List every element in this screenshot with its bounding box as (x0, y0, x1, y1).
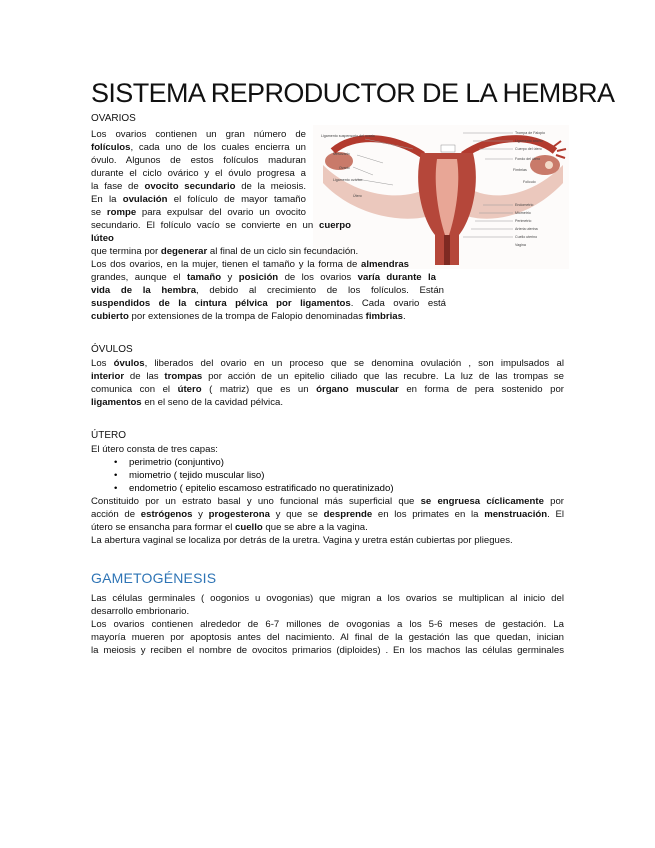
text-run: En la (91, 194, 123, 205)
text-run: para expulsar del ovario un ovocito (136, 207, 306, 218)
text-run: que se abre a la vagina. (262, 522, 368, 533)
text-run: se (91, 207, 107, 218)
bold-term: fimbrias (365, 311, 403, 322)
bold-term: se engruesa cíclicamente (420, 496, 544, 507)
bold-term: ligamentos (91, 397, 142, 408)
text-run: . Cada ovario está (350, 298, 446, 309)
ovulos-line (91, 370, 564, 383)
bold-term: estrógenos (140, 509, 193, 520)
gametogenesis-line: la meiosis y reciben el nombre de ovocitos primarios (diploides) . En los machos las células germinales (91, 645, 564, 656)
text-run: en el seno de la cavidad pélvica. (141, 397, 283, 408)
svg-text:Perimetrio: Perimetrio (515, 219, 532, 223)
svg-text:Vagina: Vagina (515, 243, 526, 247)
text-run: grandes, aunque el (91, 272, 187, 283)
bold-term: vida de la hembra (91, 285, 197, 296)
text-run: , debido al crecimiento de los folículos. Están (196, 285, 445, 296)
ovarios-line (91, 271, 436, 284)
gametogenesis-line: Las células germinales ( oogonios u ovogonias) que migran a los ovarios se multiplican al inicio del (91, 593, 564, 604)
text-run: secundario. El folículo vacío se convierte en un (91, 220, 319, 231)
text-run: por (543, 496, 564, 507)
text-run: que termina por (91, 246, 161, 257)
text-run: útero se ensancha para formar el (91, 522, 235, 533)
bold-term: suspendidos de la cintura pélvica por ligamentos (91, 298, 351, 309)
text-run: y (221, 272, 239, 283)
text-run: al final de un ciclo sin fecundación. (207, 246, 359, 257)
svg-text:Ovario: Ovario (339, 166, 350, 170)
ovulos-line (91, 396, 564, 409)
text-run: , cada uno de los cuales encierra un (130, 142, 306, 153)
svg-text:Folículo: Folículo (523, 180, 536, 184)
section-heading-gametogenesis: GAMETOGÉNESIS (91, 570, 217, 586)
text-run: comunica con el (91, 384, 178, 395)
bold-term: almendras (361, 259, 409, 270)
svg-text:Miometrio: Miometrio (515, 211, 531, 215)
ovarios-line (91, 167, 306, 180)
ovarios-line (91, 297, 446, 310)
text-run: de las (124, 371, 165, 382)
ovarios-line (91, 193, 306, 206)
bold-term: tamaño (187, 272, 222, 283)
bold-term: órgano muscular (316, 384, 399, 395)
svg-text:Ligamento ancho: Ligamento ancho (515, 139, 543, 143)
text-run: acción de (91, 509, 141, 520)
utero-layers-list (91, 456, 564, 495)
ovarios-line (91, 128, 306, 141)
bold-term: desprende (323, 509, 373, 520)
utero-line (91, 521, 564, 534)
svg-text:Endometrio: Endometrio (515, 203, 534, 207)
ovarios-line (91, 141, 306, 154)
text-run: Los dos ovarios, en la mujer, tienen el tamaño y la forma de (91, 259, 361, 270)
utero-intro: El útero consta de tres capas: (91, 444, 218, 455)
utero-layer-item: • perimetrio (conjuntivo) (129, 456, 564, 469)
svg-text:Útero: Útero (353, 194, 362, 198)
bold-term: ovulación (122, 194, 168, 205)
page-title: SISTEMA REPRODUCTOR DE LA HEMBRA (91, 78, 615, 108)
gametogenesis-line: mayoría mueren por apoptosis antes del nacimiento. Al final de la gestación las que quedan, inician (91, 632, 564, 643)
text-run: en los primates en la (372, 509, 485, 520)
svg-text:Mesovario: Mesovario (333, 152, 350, 156)
bold-term: interior (91, 371, 125, 382)
text-run: durante el ciclo ovárico y el óvulo progresa a (91, 168, 306, 179)
text-run: Constituido por un estrato basal y uno funcional más superficial que (91, 496, 421, 507)
text-run: Los (91, 358, 114, 369)
text-run: Los ovarios contienen un gran número de (91, 129, 306, 140)
ovarios-line (91, 154, 306, 167)
section-heading-utero: ÚTERO (91, 430, 126, 441)
svg-text:Ligamento ovárico: Ligamento ovárico (333, 178, 363, 182)
gametogenesis-paragraph (91, 592, 564, 657)
bold-term: menstruación (484, 509, 548, 520)
ovarios-line (91, 284, 444, 297)
text-run: en forma de pera sostenido por (398, 384, 564, 395)
text-run: La abertura vaginal se localiza por detrás de la uretra. Vagina y uretra están cubiertas por pliegues. (91, 535, 513, 546)
bold-term: óvulos (113, 358, 145, 369)
bold-term: cuerpo lúteo (91, 220, 351, 244)
text-run: . El (547, 509, 564, 520)
ovulos-line (91, 357, 564, 370)
bold-term: posición (238, 272, 279, 283)
text-run: . (402, 311, 406, 322)
text-run: y que se (269, 509, 324, 520)
bold-term: cubierto (91, 311, 129, 322)
ovulos-line (91, 383, 564, 396)
svg-text:Ligamento suspensorio del ovar: Ligamento suspensorio del ovario (321, 134, 375, 138)
gametogenesis-line: Los ovarios contienen alrededor de 6-7 millones de ovogonias a los 5-6 meses de gestación. La (91, 619, 564, 630)
bold-term: folículos (91, 142, 131, 153)
ovarios-line (91, 245, 391, 258)
ovarios-line (91, 180, 306, 193)
svg-text:Arteria uterina: Arteria uterina (515, 227, 538, 231)
text-run: por acción de un epitelio ciliado que las recubre. La luz de las trompas se (202, 371, 564, 382)
bold-term: cuello (235, 522, 263, 533)
bold-term: rompe (106, 207, 137, 218)
bold-term: degenerar (160, 246, 208, 257)
utero-line (91, 495, 564, 508)
bold-term: ovocito secundario (144, 181, 236, 192)
text-run: de la meiosis. (235, 181, 306, 192)
section-heading-ovarios: OVARIOS (91, 113, 136, 124)
ovulos-paragraph (91, 357, 564, 409)
ovarios-line (91, 219, 351, 245)
svg-text:Fimbrias: Fimbrias (513, 168, 527, 172)
text-run: el folículo de mayor tamaño (167, 194, 306, 205)
utero-paragraph (91, 495, 564, 547)
svg-text:Cuerpo del útero: Cuerpo del útero (515, 147, 542, 151)
ovarios-line (91, 206, 306, 219)
bold-term: varía durante la (357, 272, 437, 283)
ovarios-line (91, 258, 409, 271)
bold-term: progesterona (208, 509, 270, 520)
section-heading-ovulos: ÓVULOS (91, 344, 133, 355)
text-run: óvulo. Algunos de estos folículos maduran (91, 155, 306, 166)
svg-text:Cuello uterino: Cuello uterino (515, 235, 538, 239)
svg-text:Fondo del útero: Fondo del útero (515, 157, 541, 161)
ovarios-paragraph (91, 128, 564, 323)
utero-line (91, 534, 564, 547)
text-run: de los ovarios (278, 272, 358, 283)
utero-line (91, 508, 564, 521)
text-run: por extensiones de la trompa de Falopio denominadas (128, 311, 366, 322)
utero-layer-item: • endometrio ( epitelio escamoso estratificado no queratinizado) (129, 482, 564, 495)
utero-layer-item: • miometrio ( tejido muscular liso) (129, 469, 564, 482)
text-run: , liberados del ovario en un proceso que se denomina ovulación , son impulsados al (144, 358, 564, 369)
text-run: y (192, 509, 209, 520)
text-run: ( matriz) que es un (201, 384, 317, 395)
bold-term: útero (177, 384, 202, 395)
bold-term: trompas (164, 371, 203, 382)
text-run: la fase de (91, 181, 145, 192)
ovarios-line (91, 310, 444, 323)
gametogenesis-line: desarrollo embrionario. (91, 606, 190, 617)
svg-text:Trompa de Falopio: Trompa de Falopio (515, 131, 546, 135)
